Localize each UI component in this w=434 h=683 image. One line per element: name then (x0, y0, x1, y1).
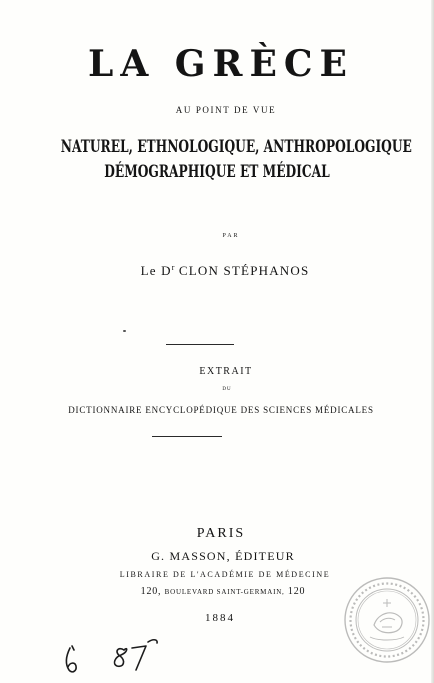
subtitle-au-point-de-vue: AU POINT DE VUE (175, 105, 277, 115)
book-title: LA GRÈCE (88, 43, 354, 85)
author-prefix: Le D (140, 263, 172, 278)
library-stamp-icon (342, 575, 432, 665)
extrait-label: EXTRAIT (199, 366, 253, 377)
subtitle-line-1: NATUREL, ETHNOLOGIQUE, ANTHROPOLOGIQUE (60, 137, 412, 157)
imprint-publisher: G. MASSON, ÉDITEUR (151, 549, 295, 563)
address-number-2: 120 (287, 586, 306, 597)
imprint-city: PARIS (196, 526, 246, 541)
ink-speck (123, 330, 126, 332)
address-number-1: 120, (140, 586, 162, 597)
author-name: CLON STÉPHANOS (178, 263, 310, 278)
subtitle-line-2: DÉMOGRAPHIQUE ET MÉDICAL (104, 162, 330, 182)
divider-rule-top (166, 344, 234, 345)
author-line (0, 260, 434, 279)
imprint-year: 1884 (205, 612, 235, 624)
source-dictionary: DICTIONNAIRE ENCYCLOPÉDIQUE DES SCIENCES MÉDICALES (68, 405, 374, 415)
address-street: BOULEVARD SAINT-GERMAIN, (164, 588, 285, 596)
author-prefix-sup: r (171, 263, 175, 272)
imprint-libraire: LIBRAIRE DE L'ACADÉMIE DE MÉDECINE (119, 570, 331, 579)
handwritten-shelf-mark (62, 626, 202, 681)
du-label: DU (222, 387, 232, 392)
by-label: PAR (222, 233, 240, 239)
divider-rule-bottom (152, 436, 222, 437)
